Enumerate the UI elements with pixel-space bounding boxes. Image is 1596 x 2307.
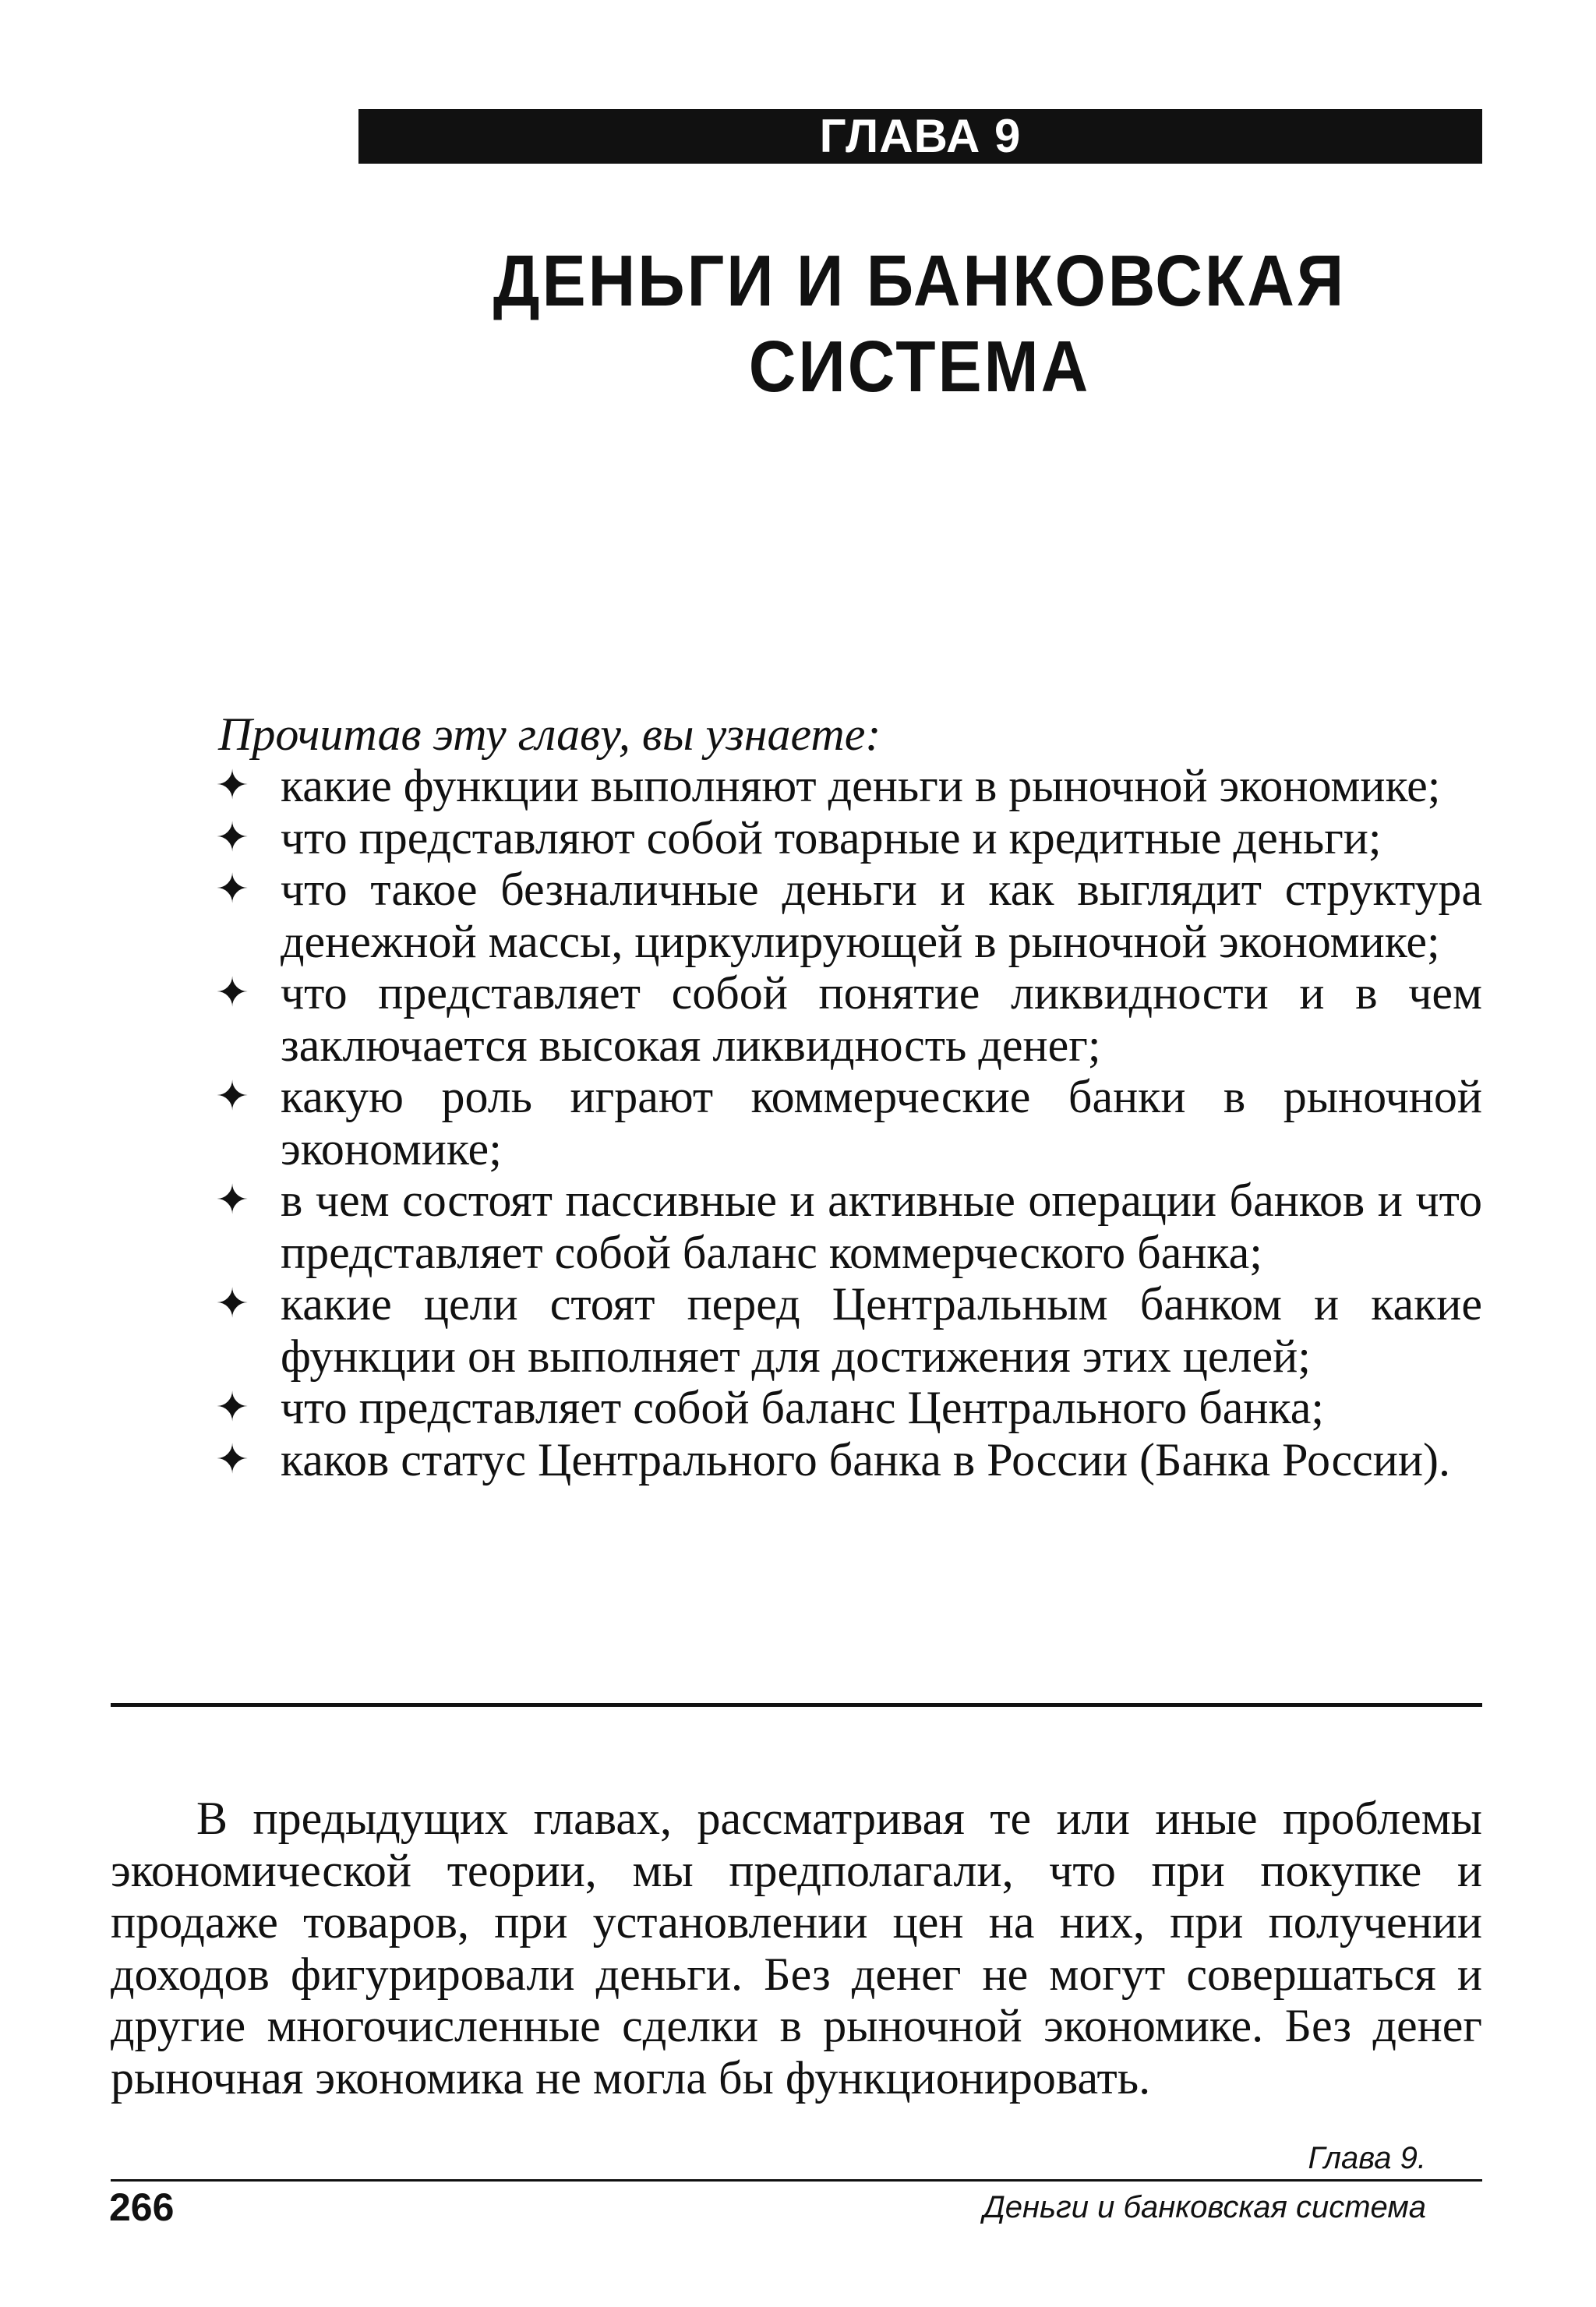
learning-goal-item (212, 812, 1482, 864)
four-point-star-icon: ✦ (215, 1436, 249, 1483)
learning-goal-text: в чем состоят пассивные и активные операции банков и что представляет собой баланс коммерческого банка; (281, 1175, 1482, 1278)
footer-divider (111, 2179, 1482, 2182)
learning-goal-item (212, 1434, 1482, 1486)
learning-goals-list (212, 760, 1482, 1486)
learning-goal-item (212, 760, 1482, 812)
chapter-label: ГЛАВА 9 (819, 110, 1022, 162)
page-number: 266 (109, 2185, 175, 2229)
learning-goal-item (212, 1382, 1482, 1434)
four-point-star-icon: ✦ (215, 762, 249, 809)
learning-goal-item (212, 864, 1482, 967)
learning-goal-text: какие функции выполняют деньги в рыночной экономике; (281, 760, 1441, 811)
learning-goal-text: что представляет собой баланс Центрального банка; (281, 1382, 1325, 1433)
body-paragraph: В предыдущих главах, рассматривая те или иные проблемы экономической теории, мы предполагали, что при покупке и продаже товаров, при установлении цен на них, при получении доходов фигурировали деньги. Без денег не могут совершаться и другие многочисленные сделки в рыночной экономике. Без денег рыночная экономика не могла бы функционировать. (111, 1793, 1482, 2104)
learning-goal-text: что представляет собой понятие ликвидности и в чем заключается высокая ликвидность денег; (281, 967, 1482, 1071)
learning-goal-item (212, 1071, 1482, 1175)
learning-goal-text: каков статус Центрального банка в России (Банка России). (281, 1433, 1450, 1486)
chapter-title: ДЕНЬГИ И БАНКОВСКАЯ СИСТЕМА (493, 240, 1347, 407)
learning-goal-item (212, 967, 1482, 1071)
footer-chapter-title: Деньги и банковская система (983, 2190, 1426, 2224)
four-point-star-icon: ✦ (215, 814, 249, 861)
chapter-label-bar (358, 109, 1482, 164)
learning-goal-item (212, 1278, 1482, 1382)
section-divider (111, 1703, 1482, 1707)
footer-chapter-ref: Глава 9. (1308, 2141, 1426, 2175)
learning-goal-item (212, 1175, 1482, 1278)
learning-goal-text: какую роль играют коммерческие банки в рыночной экономике; (281, 1071, 1482, 1175)
four-point-star-icon: ✦ (215, 1073, 249, 1120)
learning-goal-text: какие цели стоят перед Центральным банком и какие функции он выполняет для достижения этих целей; (281, 1278, 1482, 1382)
four-point-star-icon: ✦ (215, 866, 249, 913)
intro-lead: Прочитав эту главу, вы узнаете: (218, 708, 881, 760)
four-point-star-icon: ✦ (215, 1281, 249, 1327)
learning-goal-text: что представляют собой товарные и кредитные деньги; (281, 811, 1382, 864)
four-point-star-icon: ✦ (215, 1384, 249, 1431)
four-point-star-icon: ✦ (215, 970, 249, 1016)
learning-goal-text: что такое безналичные деньги и как выглядит структура денежной массы, циркулирующей в рыночной экономике; (281, 864, 1482, 967)
four-point-star-icon: ✦ (215, 1177, 249, 1224)
